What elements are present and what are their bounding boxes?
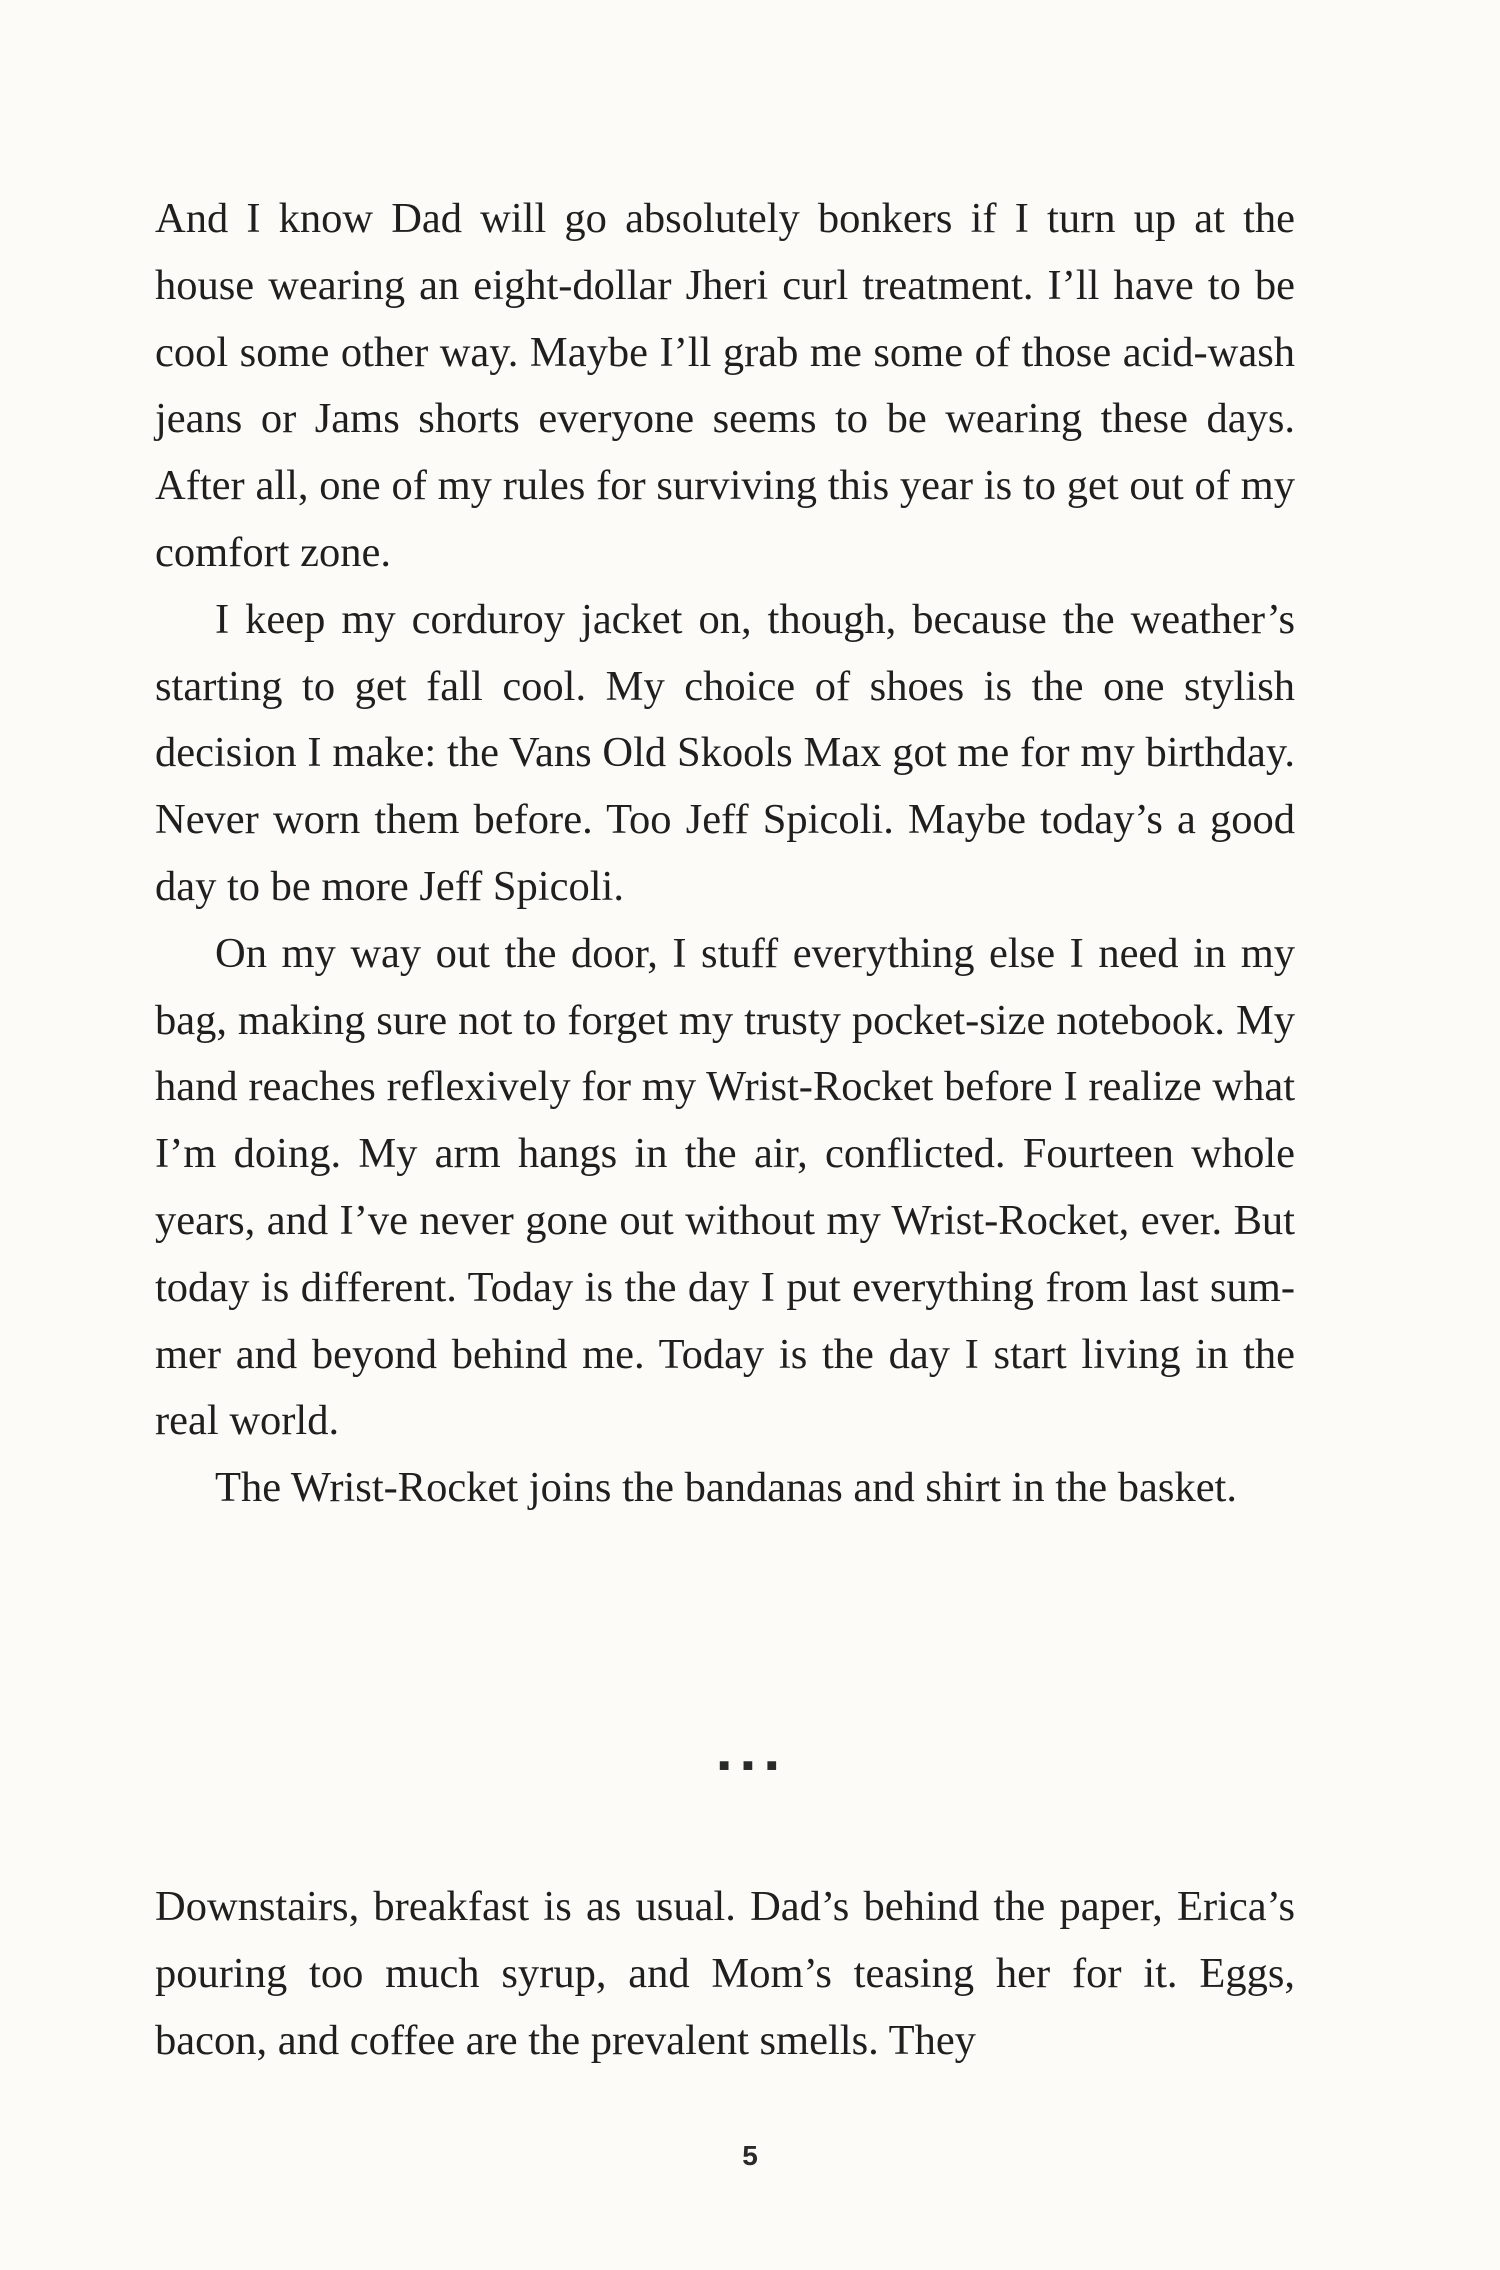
paragraph-1: And I know Dad will go absolutely bonkers if I turn up at the house wearing an eight-dollar Jheri curl treatment. I’ll have to be cool some other way. Maybe I’ll grab me some of those acid-wash jeans or Jams shorts everyone seems to be wearing these days. After all, one of my rules for surviving this year is to get out of my comfort zone. (155, 195, 1295, 576)
paragraph-4: The Wrist-Rocket joins the bandanas and shirt in the basket. (215, 1464, 1237, 1512)
paragraph-5: Downstairs, breakfast is as usual. Dad’s behind the paper, Erica’s pouring too much syrup, and Mom’s teasing her for it. Eggs, bacon, and coffee are the prevalent smells. They (155, 1883, 1295, 2064)
body-text-after-break (155, 1874, 1295, 2074)
paragraph-2: I keep my corduroy jacket on, though, because the weather’s starting to get fall cool. My choice of shoes is the one stylish decision I make: the Vans Old Skools Max got me for my birthday. Never worn them before. Too Jeff Spicoli. Maybe today’s a good day to be more Jeff Spicoli. (155, 595, 1295, 910)
body-text-before-break (155, 186, 1295, 1522)
paragraph-3: On my way out the door, I stuff everything else I need in my bag, making sure not to forget my trusty pocket-size notebook. My hand reaches reflexively for my Wrist-Rocket before I realize what I’m doing. My arm hangs in the air, conflicted. Fourteen whole years, and I’ve never gone out without my Wrist-Rocket, ever. But today is different. Today is the day I put everything from last summer and beyond behind me. Today is the day I start living in the real world. (155, 929, 1295, 1445)
scene-break-ornament: ■ ■ ■ (718, 1755, 782, 1775)
page-number: 5 (742, 2140, 758, 2171)
